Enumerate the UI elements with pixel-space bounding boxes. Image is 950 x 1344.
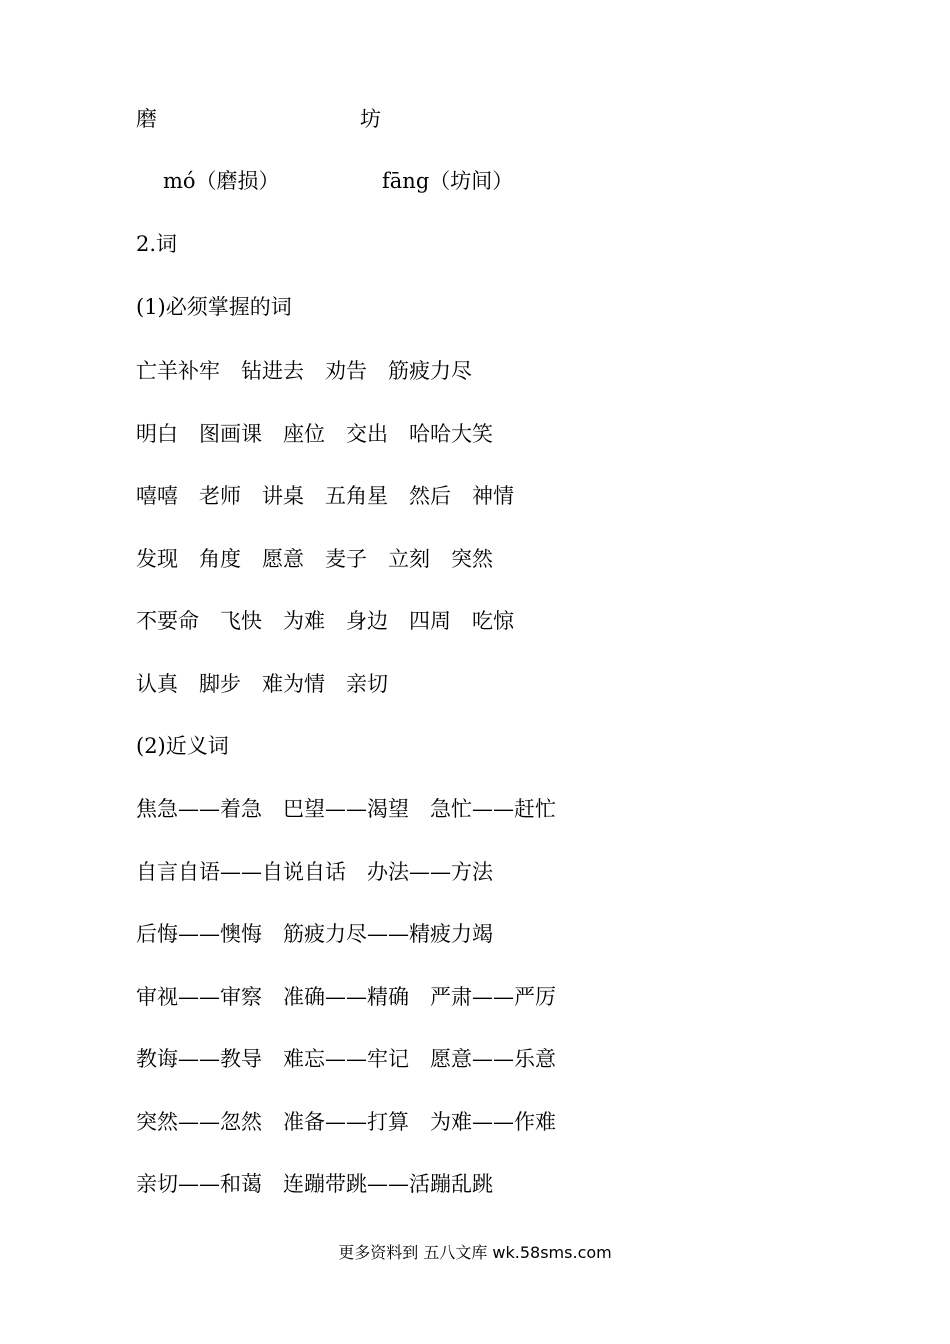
synonym-line: 亲切——和蔼 连蹦带跳——活蹦乱跳: [136, 1172, 493, 1196]
synonym-line: 焦急——着急 巴望——渴望 急忙——赶忙: [136, 797, 556, 821]
required-words-line: 明白 图画课 座位 交出 哈哈大笑: [136, 422, 493, 446]
required-words-line: 发现 角度 愿意 麦子 立刻 突然: [136, 547, 493, 571]
subsection-heading-required: (1)必须掌握的词: [136, 295, 292, 319]
pinyin-left: mó（磨损）: [163, 169, 280, 193]
required-words-line: 不要命 飞快 为难 身边 四周 吃惊: [136, 609, 514, 633]
synonym-line: 突然——忽然 准备——打算 为难——作难: [136, 1110, 556, 1134]
required-words-line: 亡羊补牢 钻进去 劝告 筋疲力尽: [136, 359, 472, 383]
char-left: 磨: [136, 107, 157, 131]
synonym-line: 自言自语——自说自话 办法——方法: [136, 860, 493, 884]
synonym-line: 审视——审察 准确——精确 严肃——严厉: [136, 985, 556, 1009]
section-heading-words: 2.词: [136, 232, 178, 256]
synonym-line: 后悔——懊悔 筋疲力尽——精疲力竭: [136, 922, 493, 946]
synonym-line: 教诲——教导 难忘——牢记 愿意——乐意: [136, 1047, 556, 1071]
char-right: 坊: [360, 107, 381, 131]
footer-source-text: 更多资料到 五八文库 wk.58sms.com: [338, 1243, 612, 1262]
required-words-line: 认真 脚步 难为情 亲切: [136, 672, 388, 696]
pinyin-right: fāng（坊间）: [382, 169, 514, 193]
subsection-heading-synonyms: (2)近义词: [136, 734, 229, 758]
required-words-line: 嘻嘻 老师 讲桌 五角星 然后 神情: [136, 484, 514, 508]
